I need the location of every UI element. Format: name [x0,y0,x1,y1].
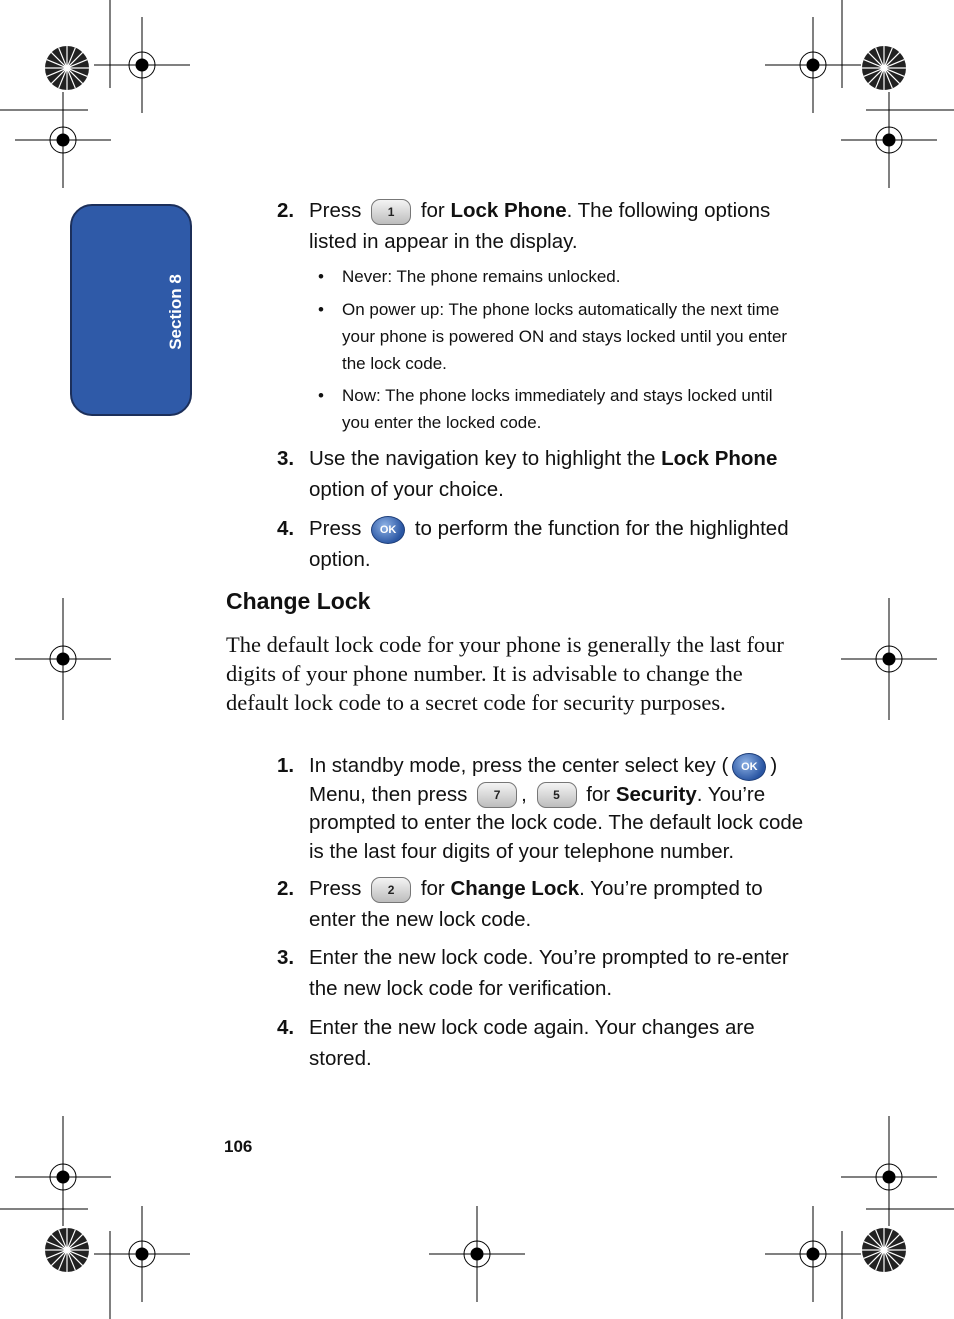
step-text: option of your choice. [309,478,504,501]
step-text: Enter the new lock code again. Your changes are stored. [309,1016,755,1070]
step-text: . You’re prompted to enter the lock code. The default lock code is the last four digits of your telephone number. [309,782,804,863]
section-heading: Change Lock [226,588,371,614]
step-2-lock-phone [277,195,807,257]
step-3-enter-new-code [277,942,807,1004]
step-text: for [420,877,451,900]
ok-key-icon: OK [732,753,766,781]
lock-phone-label: Lock Phone [661,447,778,470]
step-text: , [521,782,533,806]
key-5-icon: 5 [537,782,577,808]
option-text: Now: The phone locks immediately and stays locked until you enter the locked code. [342,386,773,432]
step-number: 4. [277,517,295,540]
section-tab-label: Section 8 [166,274,185,350]
intro-paragraph: The default lock code for your phone is generally the last four digits of your phone number. It is advisable to change the default lock code to a secret code for security purposes. [226,632,784,715]
step-text: Press [309,199,368,222]
step-text: Press [309,517,368,540]
step-text: Use the navigation key to highlight the [309,447,662,470]
step-text: . The following options listed in appear in the display. [309,199,771,253]
lock-phone-label: Lock Phone [450,199,567,222]
key-1-icon: 1 [371,199,411,225]
step-text: In standby mode, press the center select key ( [309,754,729,777]
step-number: 2. [277,199,295,222]
step-number: 3. [277,946,295,969]
step-number: 1. [277,754,295,777]
step-text: ) Menu, then press [309,754,778,806]
step-number: 2. [277,877,295,900]
step-1-open-security [277,752,807,866]
step-3-highlight [277,443,807,505]
step-text: Enter the new lock code. You’re prompted to re-enter the new lock code for verification. [309,946,789,1000]
step-number: 3. [277,447,295,470]
step-text: Press [309,877,368,900]
step-text: for [586,782,616,806]
step-4-perform [277,513,807,575]
step-number: 4. [277,1016,295,1039]
step-4-confirm-code [277,1012,807,1074]
option-never: • Never: The phone remains unlocked. [318,263,798,290]
option-text: On power up: The phone locks automatically the next time your phone is powered ON and stays locked until you enter the lock code. [342,300,788,373]
step-text: for [420,199,451,222]
option-now: • Now: The phone locks immediately and stays locked until you enter the locked code. [318,382,798,436]
step-2-change-lock [277,873,807,935]
step-text: . You’re prompted to enter the new lock code. [309,877,763,931]
security-label: Security [615,782,697,806]
change-lock-label: Change Lock [450,877,580,900]
step-text: to perform the function for the highlighted option. [309,517,789,571]
key-2-icon: 2 [371,877,411,903]
option-on-power-up: • On power up: The phone locks automatically the next time your phone is powered ON and stays locked until you enter the lock code. [318,296,798,377]
key-7-icon: 7 [477,782,517,808]
option-text: Never: The phone remains unlocked. [342,267,621,286]
ok-key-icon: OK [371,516,405,544]
page-number: 106 [224,1137,253,1156]
